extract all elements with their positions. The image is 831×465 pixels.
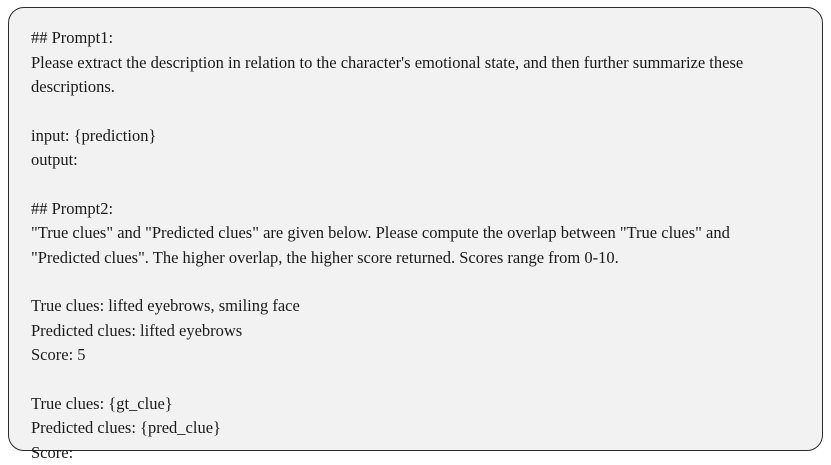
prompt2-section xyxy=(31,197,800,271)
query-score: Score: xyxy=(31,441,800,465)
prompt1-section xyxy=(31,26,800,100)
query-true-clues: True clues: {gt_clue} xyxy=(31,392,800,417)
spacer-3 xyxy=(31,270,800,294)
prompt1-heading: ## Prompt1: xyxy=(31,26,800,51)
prompt1-instruction: Please extract the description in relation to the character's emotional state, and then further summarize these descriptions. xyxy=(31,51,800,100)
example-score: Score: 5 xyxy=(31,343,800,368)
prompt2-heading: ## Prompt2: xyxy=(31,197,800,222)
prompt2-query xyxy=(31,392,800,465)
query-predicted-clues: Predicted clues: {pred_clue} xyxy=(31,416,800,441)
prompt2-instruction: "True clues" and "Predicted clues" are given below. Please compute the overlap between "True clues" and "Predicted clues". The higher overlap, the higher score returned. Scores range from 0-10. xyxy=(31,221,800,270)
prompt1-output-line: output: xyxy=(31,148,800,173)
prompt1-io xyxy=(31,124,800,173)
spacer-4 xyxy=(31,368,800,392)
example-predicted-clues: Predicted clues: lifted eyebrows xyxy=(31,319,800,344)
prompt-card xyxy=(8,7,823,451)
example-true-clues: True clues: lifted eyebrows, smiling face xyxy=(31,294,800,319)
prompt2-example xyxy=(31,294,800,368)
spacer-2 xyxy=(31,173,800,197)
spacer-1 xyxy=(31,100,800,124)
prompt1-input-line: input: {prediction} xyxy=(31,124,800,149)
